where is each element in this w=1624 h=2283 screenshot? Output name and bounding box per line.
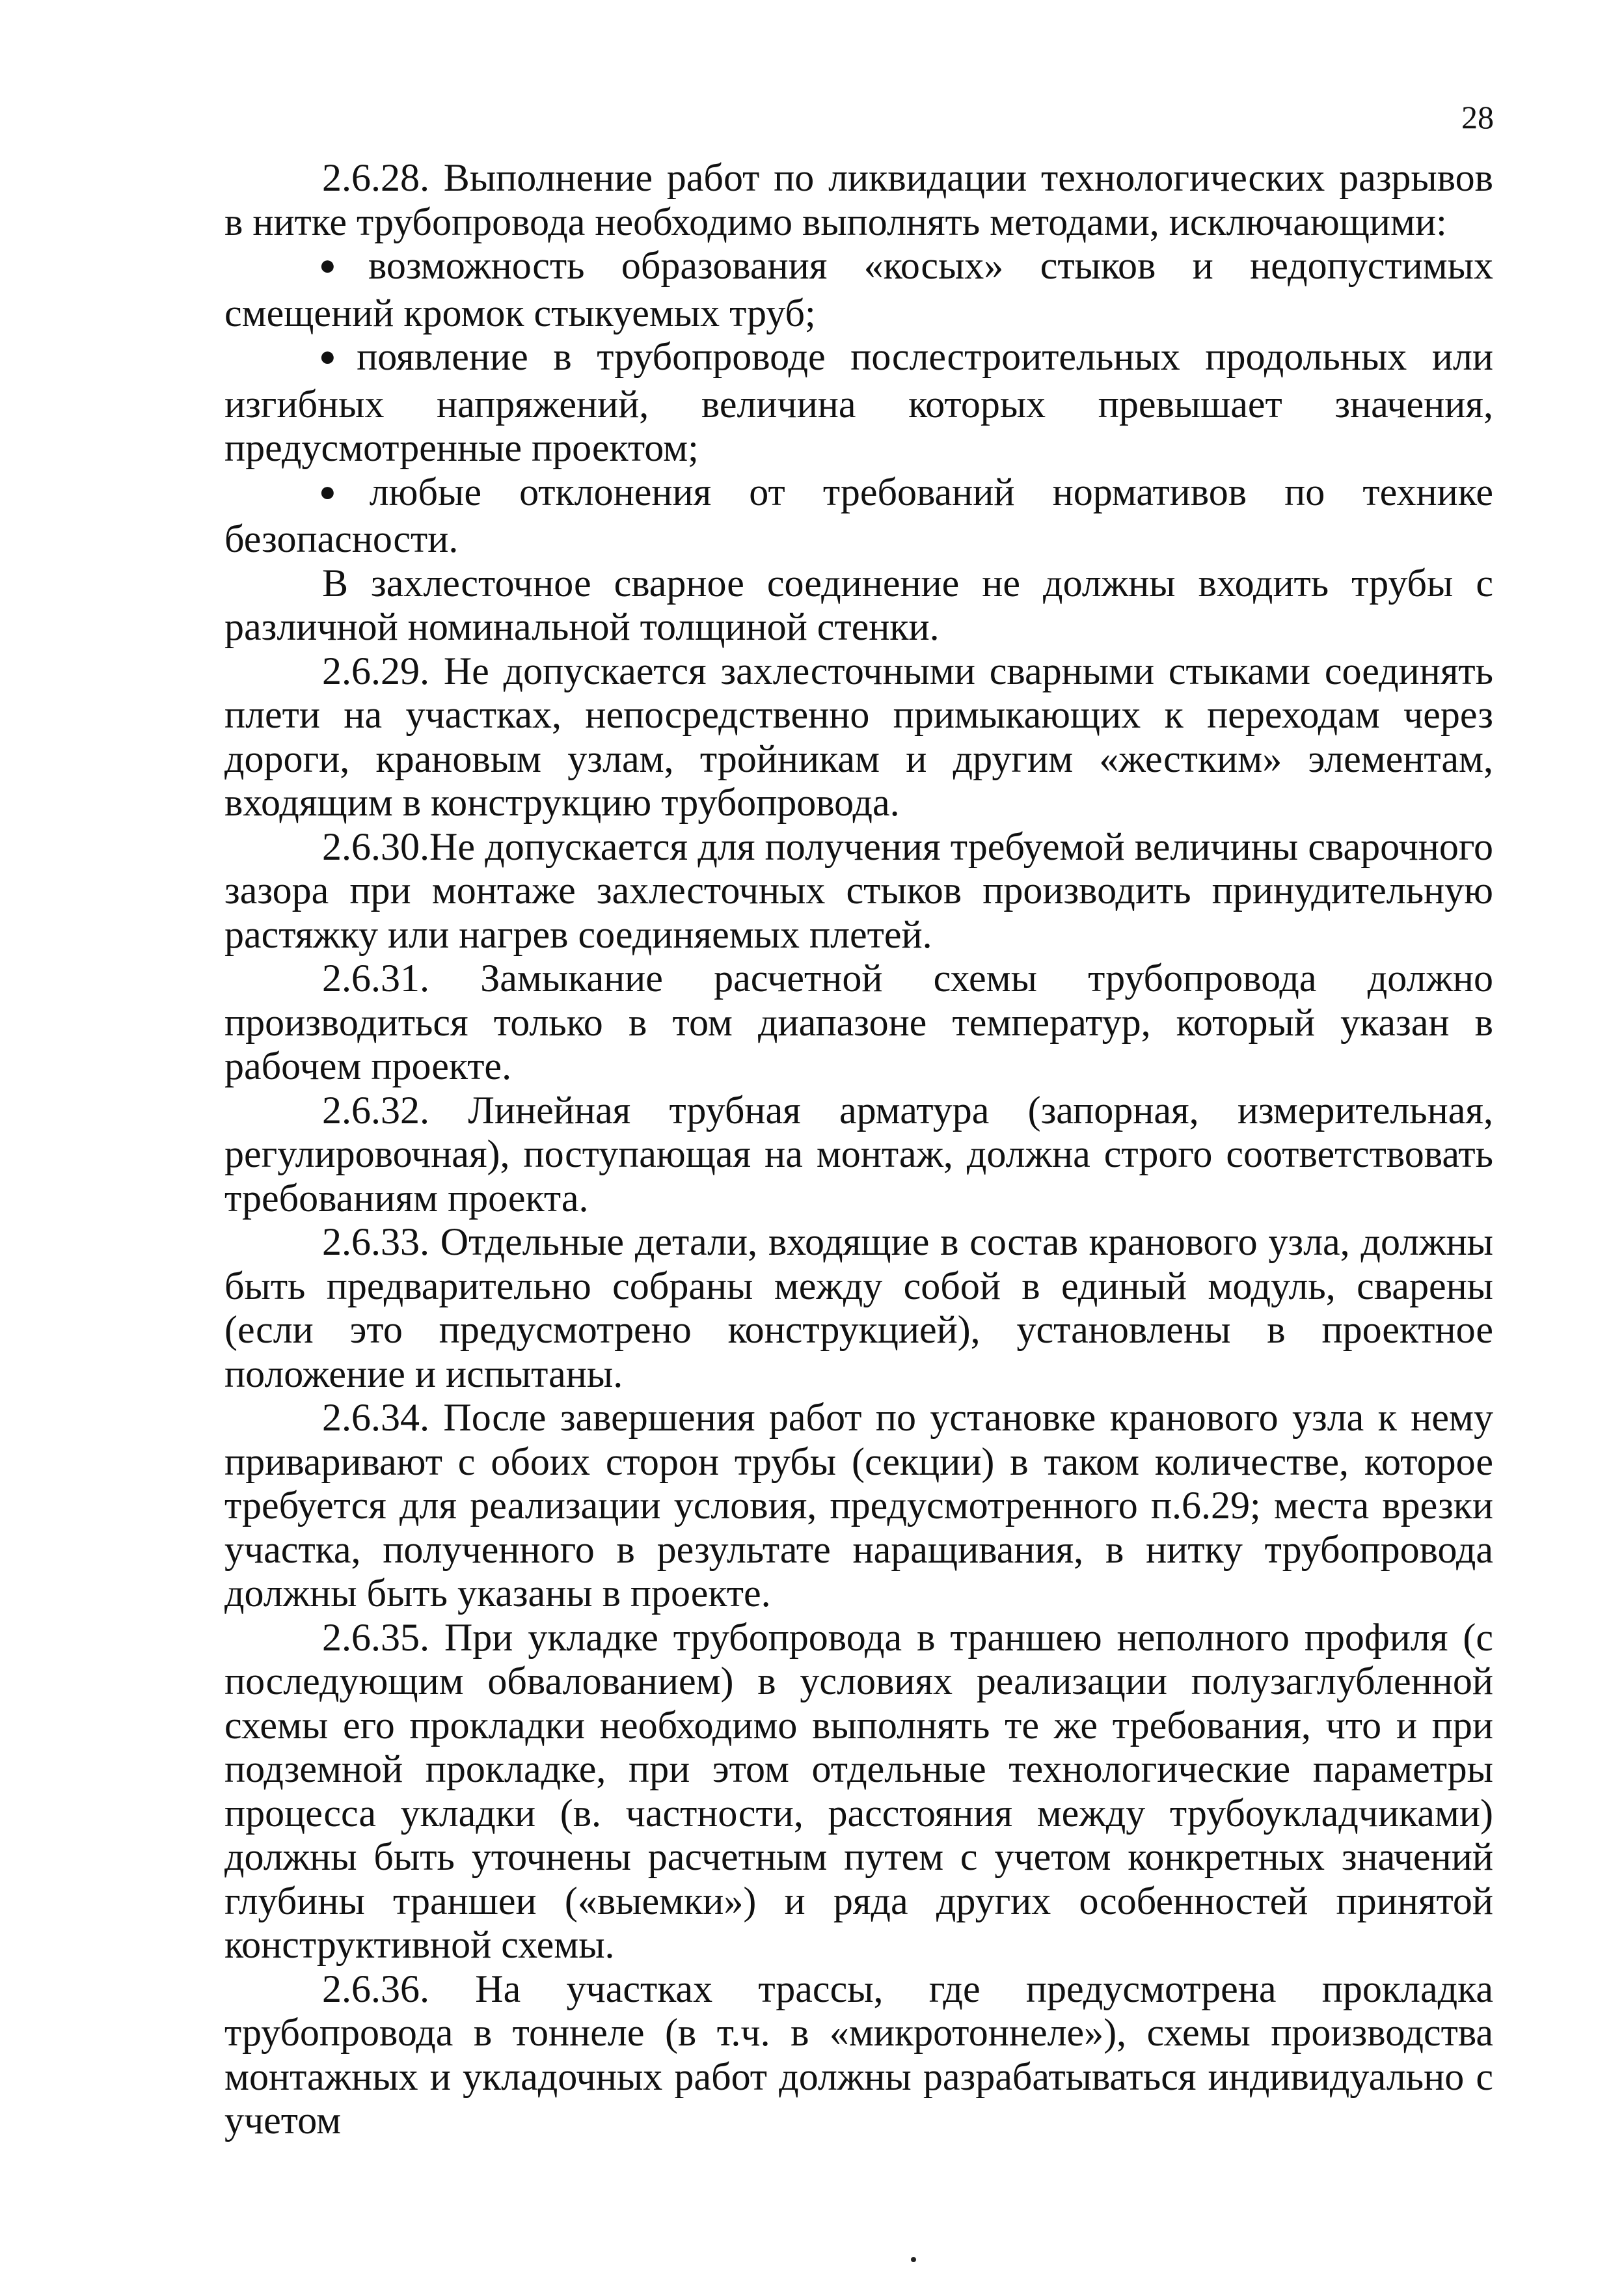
- paragraph-2-6-29: 2.6.29. Не допускается захлесточными сварными стыками соединять плети на участках, непосредственно примыкающих к переходам через дороги, крановым узлам, тройникам и другим «жестким» элементам, входящим в конструкцию трубопровода.: [224, 649, 1493, 824]
- page-number: 28: [1461, 99, 1494, 135]
- bullet-icon: ●: [319, 249, 363, 281]
- bullet-item-text: любые отклонения от требований нормативов по технике безопасности.: [224, 470, 1493, 560]
- bullet-item-text: появление в трубопроводе послестроительных продольных или изгибных напряжений, величина которых превышает значения, предусмотренные проектом;: [224, 335, 1493, 469]
- bullet-icon: ●: [319, 340, 352, 372]
- document-body: [224, 156, 1493, 2143]
- paragraph-2-6-33: 2.6.33. Отдельные детали, входящие в состав кранового узла, должны быть предварительно собраны между собой в единый модуль, сварены (если это предусмотрено конструкцией), установлены в проектное положение и испытаны.: [224, 1220, 1493, 1395]
- bullet-item-2: [224, 335, 1493, 471]
- paragraph-2-6-31: 2.6.31. Замыкание расчетной схемы трубопровода должно производиться только в том диапазоне температур, который указан в рабочем проекте.: [224, 957, 1493, 1087]
- bullet-item-1: [224, 244, 1493, 335]
- bullet-item-3: [224, 471, 1493, 562]
- paragraph-2-6-32: 2.6.32. Линейная трубная арматура (запорная, измерительная, регулировочная), поступающая на монтаж, должна строго соответствовать требованиям проекта.: [224, 1088, 1493, 1220]
- paragraph-2-6-30: 2.6.30.Не допускается для получения требуемой величины сварочного зазора при монтаже захлесточных стыков производить принудительную растяжку или нагрев соединяемых плетей.: [224, 825, 1493, 956]
- paragraph-2-6-34: 2.6.34. После завершения работ по установке кранового узла к нему приваривают с обоих сторон трубы (секции) в таком количестве, которое требуется для реализации условия, предусмотренного п.6.29; места врезки участка, полученного в результате наращивания, в нитку трубопровода должны быть указаны в проекте.: [224, 1396, 1493, 1615]
- paragraph-overlap-joint: В захлесточное сварное соединение не должны входить трубы с различной номинальной толщиной стенки.: [224, 561, 1493, 648]
- paragraph-2-6-36: 2.6.36. На участках трассы, где предусмотрена прокладка трубопровода в тоннеле (в т.ч. в «микротоннеле»), схемы производства монтажных и укладочных работ должны разрабатываться индивидуально с учетом: [224, 1967, 1493, 2142]
- paragraph-2-6-28: 2.6.28. Выполнение работ по ликвидации технологических разрывов в нитке трубопровода необходимо выполнять методами, исключающими:: [224, 156, 1493, 243]
- bullet-icon: ●: [319, 475, 364, 508]
- bullet-item-text: возможность образования «косых» стыков и недопустимых смещений кромок стыкуемых труб;: [224, 244, 1493, 335]
- paragraph-2-6-35: 2.6.35. При укладке трубопровода в траншею неполного профиля (с последующим обвалованием) в условиях реализации полузаглубленной схемы его прокладки необходимо выполнять те же требования, что и при подземной прокладке, при этом отдельные технологические параметры процесса укладки (в. частности, расстояния между трубоукладчиками) должны быть уточнены расчетным путем с учетом конкретных значений глубины траншеи («выемки») и ряда других особенностей принятой конструктивной схемы.: [224, 1615, 1493, 1966]
- scan-dot-mark: [911, 2257, 916, 2262]
